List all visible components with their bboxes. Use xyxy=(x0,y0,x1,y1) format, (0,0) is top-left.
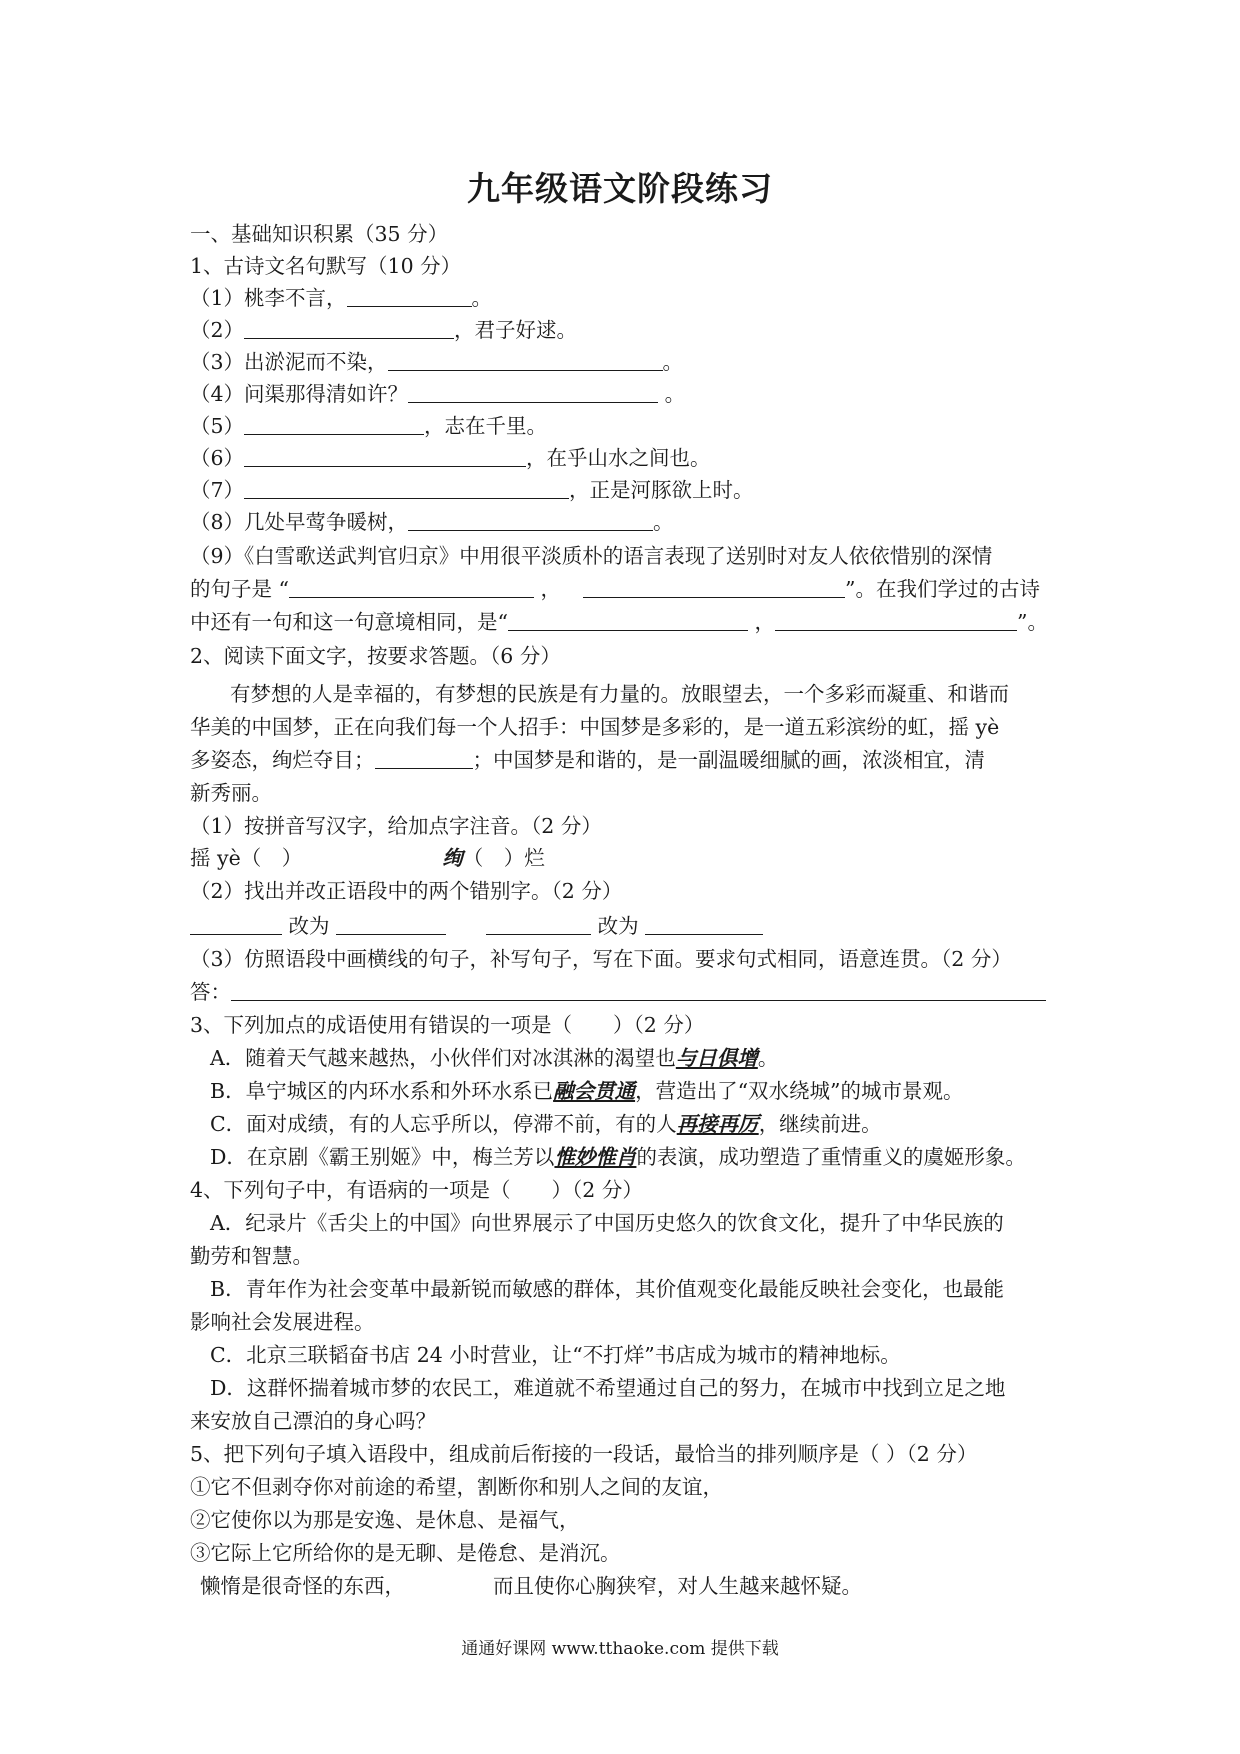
q1-item-2-text: （2） xyxy=(190,318,245,342)
answer-blank[interactable] xyxy=(375,748,473,769)
q4-option-b-line-1: B．青年作为社会变革中最新锐而敏感的群体，其价值观变化最能反映社会变化，也最能 xyxy=(210,1277,1005,1301)
q2-sub-1: （1）按拼音写汉字，给加点字注音。（2 分） xyxy=(190,814,602,838)
answer-blank[interactable] xyxy=(231,980,1046,1001)
q5-passage xyxy=(200,1570,1080,1602)
q5-passage-end: 而且使你心胸狭窄，对人生越来越怀疑。 xyxy=(493,1574,862,1598)
q1-item-1-end: 。 xyxy=(471,286,493,310)
q5-sentence-3: ③它际上它所给你的是无聊、是倦怠、是消沉。 xyxy=(190,1541,621,1565)
q2-passage-line-2: 华美的中国梦，正在向我们每一个人招手：中国梦是多彩的，是一道五彩滨纷的虹，摇 yè xyxy=(190,715,1000,739)
option-end: 。 xyxy=(757,1046,779,1070)
answer-label: 答： xyxy=(190,980,231,1004)
q4-option-c: C．北京三联韬奋书店 24 小时营业，让“不打烊”书店成为城市的精神地标。 xyxy=(210,1343,901,1367)
correction-label-1: 改为 xyxy=(282,914,337,938)
idiom: 再接再厉 xyxy=(676,1112,759,1136)
answer-blank[interactable] xyxy=(347,286,472,307)
option-text: C．面对成绩，有的人忘乎所以，停滞不前，有的人 xyxy=(210,1112,677,1136)
q3-option-a xyxy=(210,1042,1090,1074)
answer-blank[interactable] xyxy=(583,577,845,598)
q2-sub-3: （3）仿照语段中画横线的句子，补写句子，写在下面。要求句式相同，语意连贯。（2 分） xyxy=(190,947,1012,971)
q2-sub-1-answers xyxy=(190,842,1070,874)
q5-sentence-1: ①它不但剥夺你对前途的希望，割断你和别人之间的友谊， xyxy=(190,1475,723,1499)
q2-passage-line-4: 新秀丽。 xyxy=(190,781,272,805)
q1-item-8-text: （8）几处早莺争暖树， xyxy=(190,510,409,534)
answer-blank[interactable] xyxy=(408,510,653,531)
q1-item-6-end: ，在乎山水之间也。 xyxy=(526,446,711,470)
q4-option-d-line-2: 来安放自己漂泊的身心吗？ xyxy=(190,1409,436,1433)
correction-label-2: 改为 xyxy=(591,914,646,938)
q1-item-1-text: （1）桃李不言， xyxy=(190,286,347,310)
page-title: 九年级语文阶段练习 xyxy=(467,169,773,208)
q1-item-8-end: 。 xyxy=(653,510,674,534)
dotted-char: 绚 xyxy=(442,846,463,870)
q4-option-a-line-1: A．纪录片《舌尖上的中国》向世界展示了中国历史悠久的饮食文化，提升了中华民族的 xyxy=(210,1211,1004,1235)
q1-item-7 xyxy=(190,474,1070,506)
question-5-heading: 5、把下列句子填入语段中，组成前后衔接的一段话，最恰当的排列顺序是（ ）（2 分） xyxy=(190,1442,978,1466)
answer-blank[interactable] xyxy=(508,610,748,631)
question-2-heading: 2、阅读下面文字，按要求答题。（6 分） xyxy=(190,644,561,668)
pinyin-answer-2: （ ）烂 xyxy=(462,846,545,870)
q2-passage-text: 多姿态，绚烂夺目； xyxy=(190,748,375,772)
q1-item-5 xyxy=(190,410,1070,442)
q1-item-4 xyxy=(190,378,1070,410)
q3-option-c xyxy=(210,1108,1090,1140)
answer-blank[interactable] xyxy=(190,914,282,935)
question-4-heading: 4、下列句子中，有语病的一项是（ ）（2 分） xyxy=(190,1178,643,1202)
option-text: A．随着天气越来越热，小伙伴们对冰淇淋的渴望也 xyxy=(210,1046,676,1070)
idiom: 融会贯通 xyxy=(553,1079,636,1103)
q1-item-9-comma-2: ， xyxy=(747,610,776,634)
answer-blank[interactable] xyxy=(486,914,591,935)
q1-item-2 xyxy=(190,314,1070,346)
q1-item-6-text: （6） xyxy=(190,446,245,470)
option-text: B．阜宁城区的内环水系和外环水系已 xyxy=(210,1079,554,1103)
q1-item-8 xyxy=(190,506,1070,538)
q3-option-b xyxy=(210,1075,1090,1107)
answer-blank[interactable] xyxy=(775,610,1017,631)
q1-item-9-line-3 xyxy=(190,606,1070,638)
answer-blank[interactable] xyxy=(289,577,534,598)
q1-item-2-end: ，君子好逑。 xyxy=(454,318,578,342)
idiom: 惟妙惟肖 xyxy=(554,1145,637,1169)
q4-option-d-line-1: D．这群怀揣着城市梦的农民工，难道就不希望通过自己的努力，在城市中找到立足之地 xyxy=(210,1376,1006,1400)
q1-item-9-prefix-2: 中还有一句和这一句意境相同，是“ xyxy=(190,610,508,634)
q1-item-7-end: ，正是河豚欲上时。 xyxy=(569,478,754,502)
q2-sub-3-answer xyxy=(190,976,1070,1008)
option-text: D．在京剧《霸王别姬》中，梅兰芳以 xyxy=(210,1145,555,1169)
q1-item-9-line-1: （9）《白雪歌送武判官归京》中用很平淡质朴的语言表现了送别时对友人依依惜别的深情 xyxy=(190,544,993,568)
q1-item-9-prefix: 的句子是 “ xyxy=(190,577,289,601)
answer-blank[interactable] xyxy=(645,914,763,935)
q1-item-3 xyxy=(190,346,1070,378)
option-end: ，营造出了“双水绕城”的城市景观。 xyxy=(635,1079,964,1103)
answer-blank[interactable] xyxy=(244,318,454,339)
q2-sub-2: （2）找出并改正语段中的两个错别字。（2 分） xyxy=(190,879,623,903)
question-3-heading: 3、下列加点的成语使用有错误的一项是（ ）（2 分） xyxy=(190,1013,705,1037)
section-heading: 一、基础知识积累（35 分） xyxy=(190,222,449,246)
q3-option-d xyxy=(210,1141,1090,1173)
q5-passage-start: 懒惰是很奇怪的东西， xyxy=(200,1574,405,1598)
pinyin-answer-1: 摇 yè（ ） xyxy=(190,846,303,870)
answer-blank[interactable] xyxy=(244,414,424,435)
answer-blank[interactable] xyxy=(388,350,663,371)
q2-passage-text-2: ；中国梦是和谐的，是一副温暖细腻的画，浓淡相宜，清 xyxy=(472,748,985,772)
q1-item-4-text: （4）问渠那得清如许？ xyxy=(190,382,409,406)
q4-option-a-line-2: 勤劳和智慧。 xyxy=(190,1244,313,1268)
q1-item-5-text: （5） xyxy=(190,414,245,438)
q1-item-6 xyxy=(190,442,1070,474)
answer-blank[interactable] xyxy=(244,446,526,467)
q1-item-9-comma: ， xyxy=(534,577,562,601)
q1-item-9-line-2 xyxy=(190,573,1070,605)
q1-item-9-suffix-2: ”。 xyxy=(1017,610,1048,634)
q1-item-3-end: 。 xyxy=(662,350,684,374)
answer-blank[interactable] xyxy=(244,478,569,499)
question-1-heading: 1、古诗文名句默写（10 分） xyxy=(190,254,462,278)
q2-passage-line-3 xyxy=(190,744,1070,776)
option-end: ，继续前进。 xyxy=(758,1112,882,1136)
q2-passage-line-1: 有梦想的人是幸福的，有梦想的民族是有力量的。放眼望去，一个多彩而凝重、和谐而 xyxy=(230,682,1009,706)
idiom: 与日俱增 xyxy=(675,1046,758,1070)
q1-item-4-end: 。 xyxy=(658,382,686,406)
q2-sub-2-answers xyxy=(190,910,1070,942)
answer-blank[interactable] xyxy=(336,914,446,935)
answer-blank[interactable] xyxy=(408,382,658,403)
q5-sentence-2: ②它使你以为那是安逸、是休息、是福气， xyxy=(190,1508,580,1532)
q1-item-9-suffix: ”。在我们学过的古诗 xyxy=(845,577,1041,601)
q1-item-5-end: ，志在千里。 xyxy=(424,414,548,438)
q1-item-3-text: （3）出淤泥而不染， xyxy=(190,350,388,374)
q1-item-1 xyxy=(190,282,1070,314)
footer-source: 通通好课网 www.tthaoke.com 提供下载 xyxy=(461,1639,779,1659)
q1-item-7-text: （7） xyxy=(190,478,245,502)
q4-option-b-line-2: 影响社会发展进程。 xyxy=(190,1310,375,1334)
option-end: 的表演，成功塑造了重情重义的虞姬形象。 xyxy=(636,1145,1026,1169)
